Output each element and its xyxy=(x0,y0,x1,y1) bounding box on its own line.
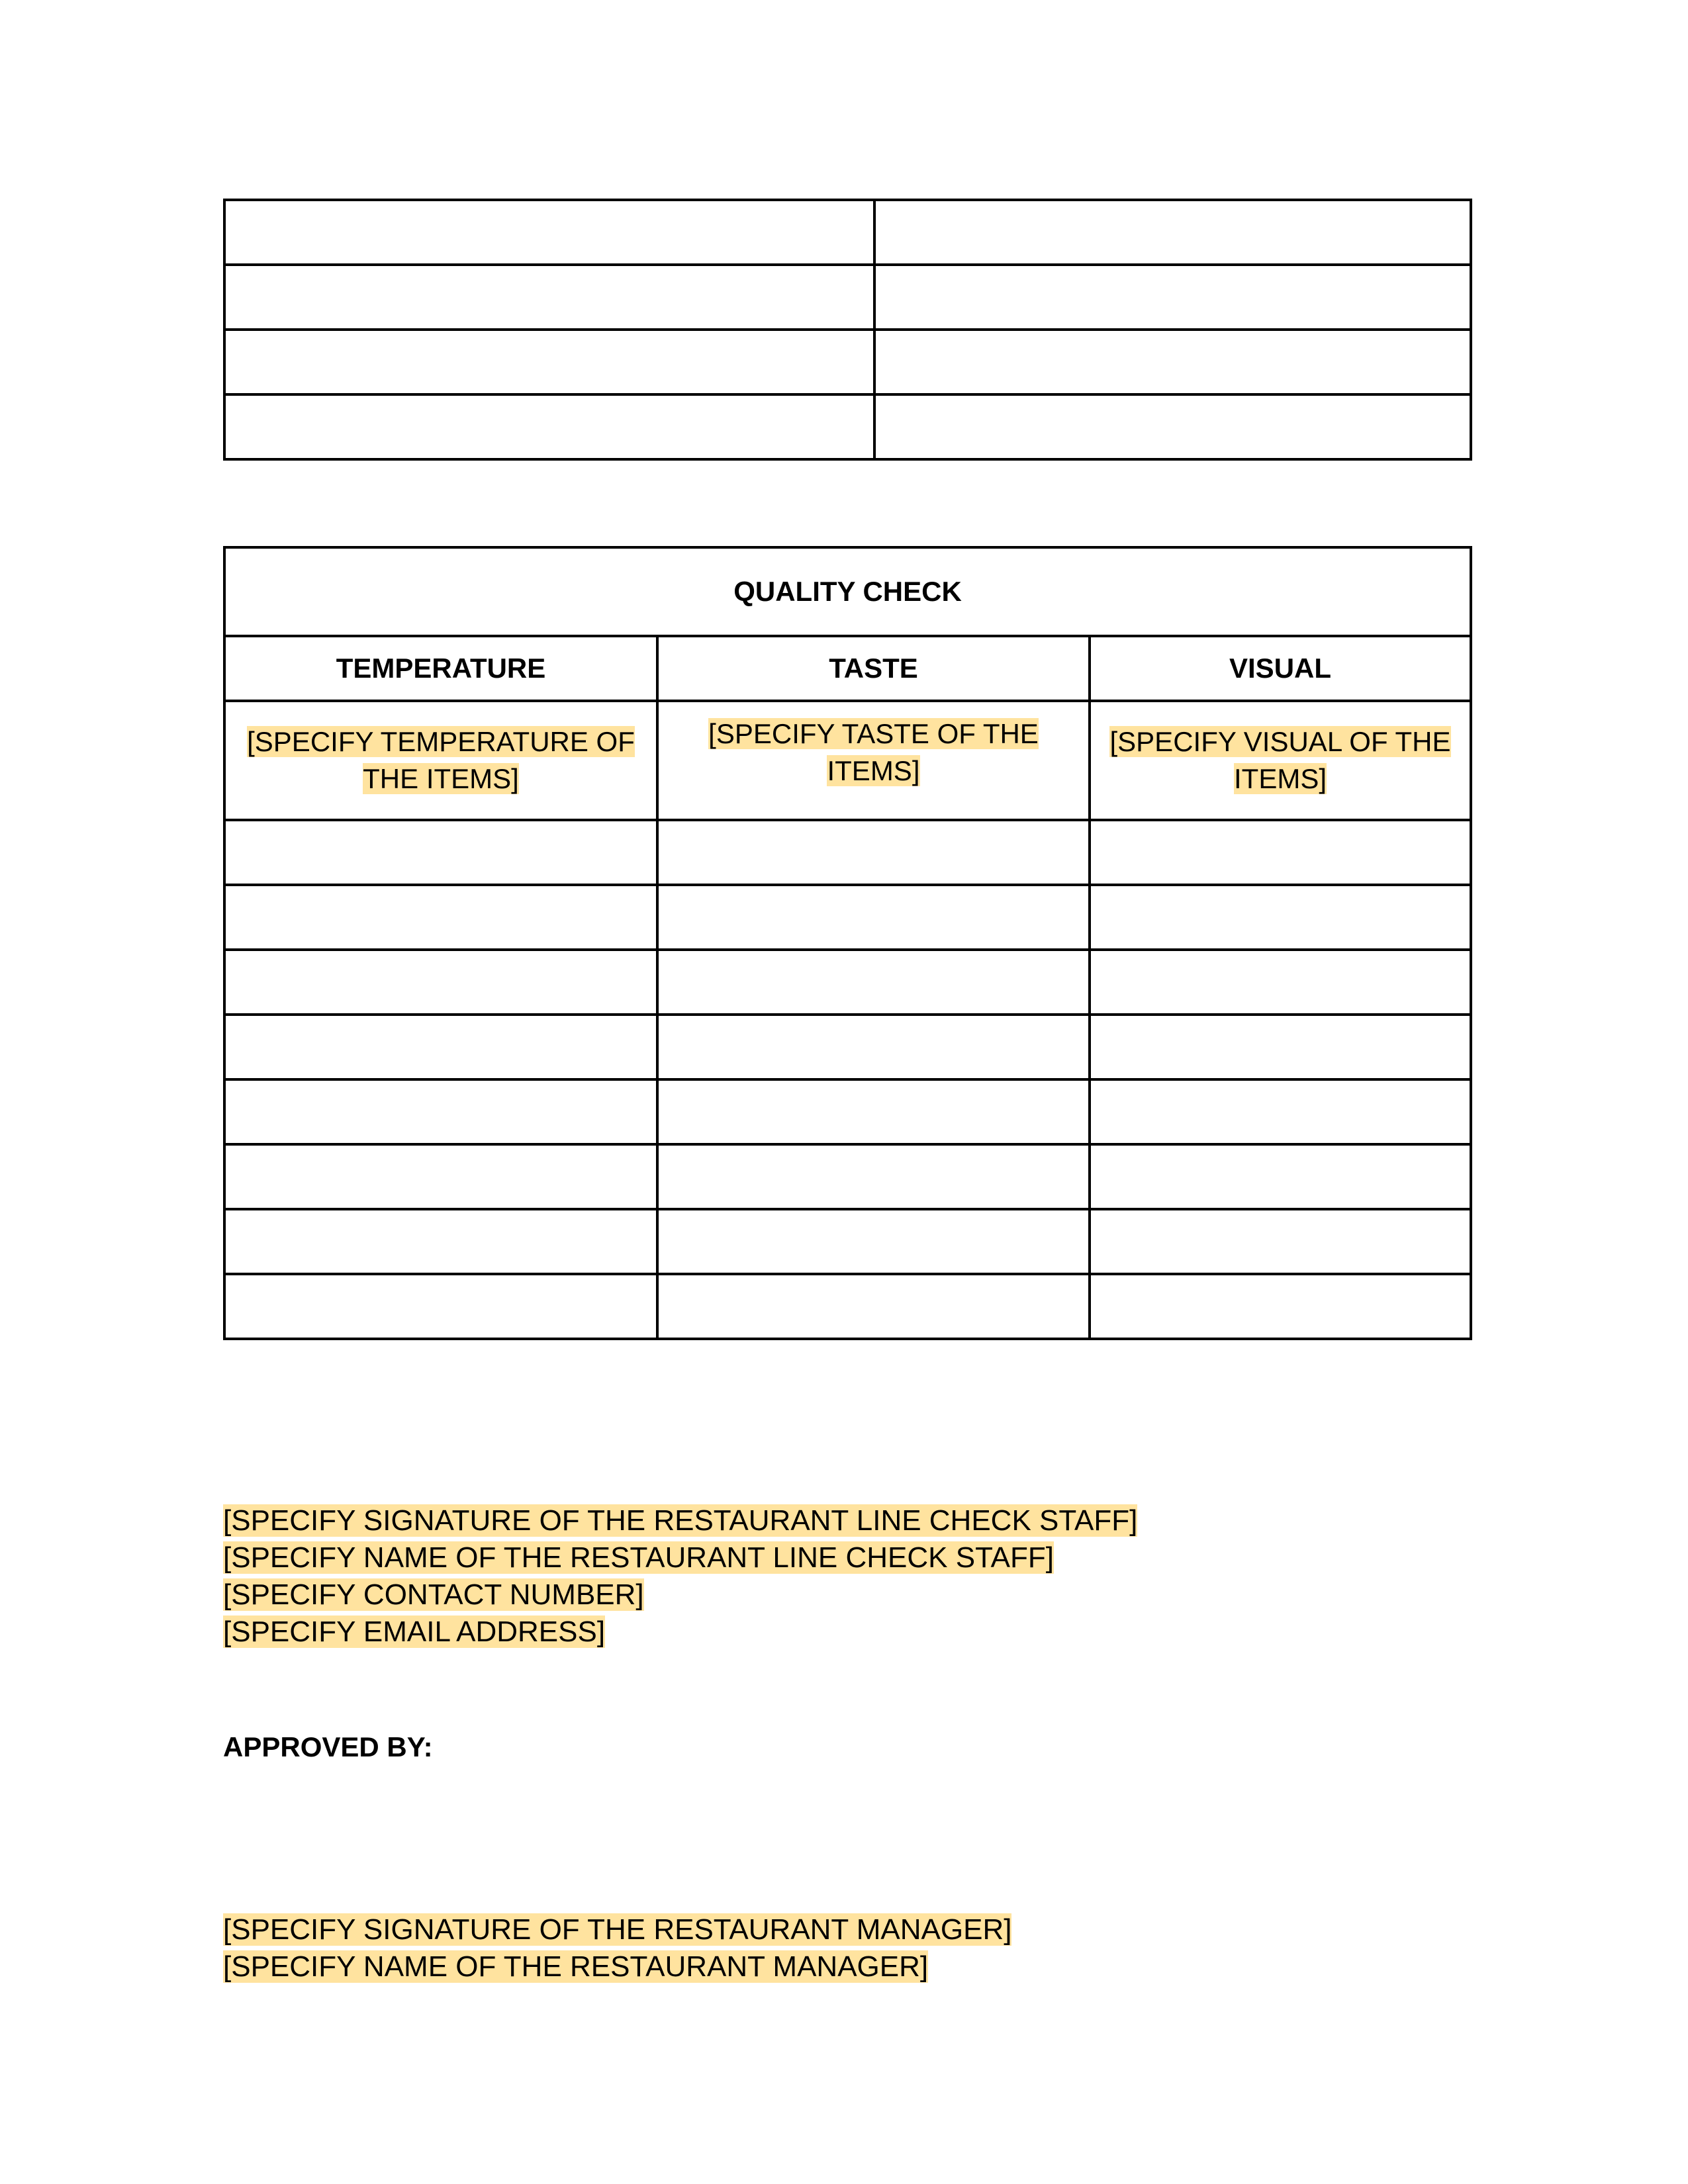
table-cell[interactable] xyxy=(1090,1144,1471,1209)
quality-check-table xyxy=(223,546,1472,1340)
table-row xyxy=(224,1015,1471,1079)
table-cell[interactable] xyxy=(657,820,1090,885)
table-cell[interactable] xyxy=(224,885,657,950)
table-row xyxy=(224,701,1471,820)
staff-signature-block xyxy=(223,1502,1137,1651)
table-row xyxy=(224,1274,1471,1339)
taste-placeholder: [SPECIFY TASTE OF THE ITEMS] xyxy=(708,718,1039,786)
visual-placeholder: [SPECIFY VISUAL OF THE ITEMS] xyxy=(1109,726,1451,794)
table-header-row xyxy=(224,636,1471,701)
table-cell[interactable] xyxy=(224,200,874,265)
manager-signature-placeholder: [SPECIFY SIGNATURE OF THE RESTAURANT MANAGER] xyxy=(223,1913,1012,1946)
manager-signature-block xyxy=(223,1911,1011,1985)
temperature-placeholder: [SPECIFY TEMPERATURE OF THE ITEMS] xyxy=(247,726,635,794)
table-cell[interactable] xyxy=(1090,1209,1471,1274)
header-temperature: TEMPERATURE xyxy=(224,636,657,701)
table-cell[interactable] xyxy=(224,330,874,394)
manager-name-placeholder: [SPECIFY NAME OF THE RESTAURANT MANAGER] xyxy=(223,1950,929,1983)
table-cell[interactable] xyxy=(1090,885,1471,950)
table-cell[interactable] xyxy=(657,1209,1090,1274)
staff-name-placeholder: [SPECIFY NAME OF THE RESTAURANT LINE CHECK STAFF] xyxy=(223,1541,1055,1574)
table-cell[interactable] xyxy=(657,1274,1090,1339)
table-row xyxy=(224,950,1471,1015)
table-row xyxy=(224,200,1471,265)
table-cell[interactable] xyxy=(224,265,874,330)
table-cell[interactable] xyxy=(224,1079,657,1144)
table-cell[interactable] xyxy=(224,820,657,885)
table-cell[interactable] xyxy=(657,1079,1090,1144)
table-row xyxy=(224,1079,1471,1144)
table-cell[interactable] xyxy=(224,950,657,1015)
table-cell[interactable] xyxy=(657,885,1090,950)
table-cell[interactable] xyxy=(224,1015,657,1079)
table-row xyxy=(224,330,1471,394)
table-cell[interactable] xyxy=(224,394,874,459)
table-row xyxy=(224,265,1471,330)
approved-by-label: APPROVED BY: xyxy=(223,1731,433,1762)
table-cell[interactable] xyxy=(874,200,1471,265)
table-cell[interactable] xyxy=(657,1015,1090,1079)
taste-cell[interactable] xyxy=(657,701,1090,820)
table-row xyxy=(224,394,1471,459)
table-row xyxy=(224,885,1471,950)
staff-contact-placeholder: [SPECIFY CONTACT NUMBER] xyxy=(223,1578,644,1611)
table-cell[interactable] xyxy=(1090,820,1471,885)
table-row xyxy=(224,1144,1471,1209)
table-cell[interactable] xyxy=(224,1209,657,1274)
table-row xyxy=(224,1209,1471,1274)
table-cell[interactable] xyxy=(1090,1274,1471,1339)
table-cell[interactable] xyxy=(657,950,1090,1015)
table-cell[interactable] xyxy=(874,330,1471,394)
table-title-row xyxy=(224,547,1471,636)
table-cell[interactable] xyxy=(224,1274,657,1339)
table-cell[interactable] xyxy=(1090,1079,1471,1144)
staff-signature-placeholder: [SPECIFY SIGNATURE OF THE RESTAURANT LINE CHECK STAFF] xyxy=(223,1504,1138,1537)
temperature-cell[interactable] xyxy=(224,701,657,820)
header-visual: VISUAL xyxy=(1090,636,1471,701)
table-cell[interactable] xyxy=(874,394,1471,459)
table-cell[interactable] xyxy=(224,1144,657,1209)
table-row xyxy=(224,820,1471,885)
header-taste: TASTE xyxy=(657,636,1090,701)
table-cell[interactable] xyxy=(1090,950,1471,1015)
top-info-table xyxy=(223,199,1472,461)
staff-email-placeholder: [SPECIFY EMAIL ADDRESS] xyxy=(223,1615,606,1648)
quality-check-title: QUALITY CHECK xyxy=(224,547,1471,636)
table-cell[interactable] xyxy=(1090,1015,1471,1079)
visual-cell[interactable] xyxy=(1090,701,1471,820)
table-cell[interactable] xyxy=(874,265,1471,330)
table-cell[interactable] xyxy=(657,1144,1090,1209)
